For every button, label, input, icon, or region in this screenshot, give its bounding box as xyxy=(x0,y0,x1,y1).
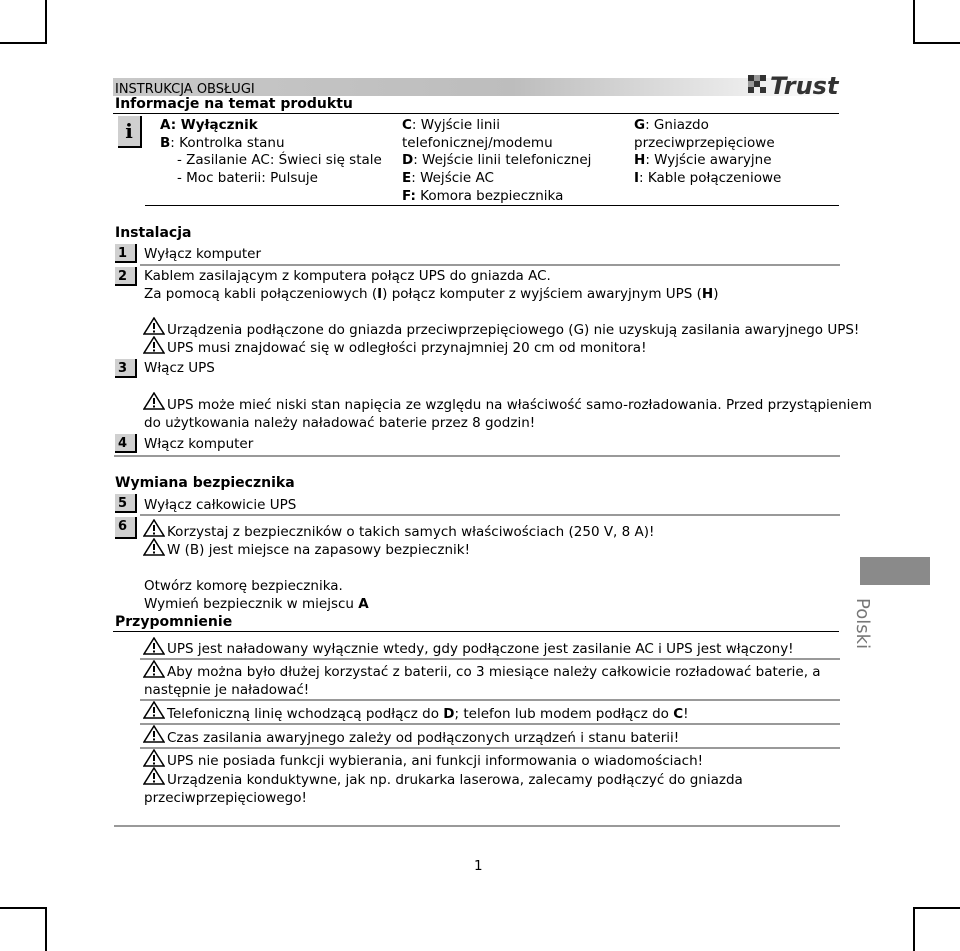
step-1-text: Wyłącz komputer xyxy=(144,246,262,262)
fuse-warning-2: W (B) jest miejsce na zapasowy bezpiecznik! xyxy=(167,542,470,558)
reminder-2a: Aby można było dłużej korzystać z baterii, co 3 miesiące należy całkowicie rozładować baterie, a xyxy=(167,664,821,680)
step-4-text: Włącz komputer xyxy=(144,436,254,452)
crop-mark xyxy=(0,907,47,909)
divider xyxy=(140,747,840,749)
svg-text:Trust: Trust xyxy=(770,72,839,98)
warning-icon xyxy=(143,767,165,785)
step-2-line2: Za pomocą kabli połączeniowych (I) połącz komputer z wyjściem awaryjnym UPS (H) xyxy=(144,286,719,302)
header-bar xyxy=(113,78,840,96)
install-heading: Instalacja xyxy=(115,225,192,241)
info-b-battery: - Moc baterii: Pulsuje xyxy=(177,170,318,186)
info-b: B: Kontrolka stanu xyxy=(160,135,285,151)
crop-mark xyxy=(913,907,960,909)
info-c: C: Wyjście linii xyxy=(402,117,500,133)
divider xyxy=(113,631,839,632)
step-5-text: Wyłącz całkowicie UPS xyxy=(144,497,297,513)
info-g-cont: przeciwprzepięciowe xyxy=(634,135,775,151)
trust-logo xyxy=(748,72,846,98)
warning-icon xyxy=(143,538,165,556)
warning-icon xyxy=(143,660,165,678)
reminder-6a: Urządzenia konduktywne, jak np. drukarka laserowa, zalecamy podłączyć do gniazda xyxy=(167,772,743,788)
divider xyxy=(140,514,840,516)
info-a: A: Wyłącznik xyxy=(160,117,258,133)
divider xyxy=(113,113,839,114)
warning-icon xyxy=(143,317,165,335)
divider xyxy=(140,723,840,725)
divider xyxy=(145,205,839,206)
reminder-3: Telefoniczną linię wchodzącą podłącz do D; telefon lub modem podłącz do C! xyxy=(167,706,689,722)
step-3-text: Włącz UPS xyxy=(144,360,215,376)
warning-icon xyxy=(143,336,165,354)
install-warning-3a: UPS może mieć niski stan napięcia ze względu na właściwość samo-rozładowania. Przed przystąpieniem xyxy=(167,397,872,413)
warning-icon xyxy=(143,392,165,410)
install-warning-3b: do użytkowania należy naładować baterie przez 8 godzin! xyxy=(144,415,536,431)
fuse-line-2: Wymień bezpiecznik w miejscu A xyxy=(144,596,369,612)
reminder-2b: następnie je naładować! xyxy=(144,682,310,698)
crop-mark xyxy=(45,0,47,44)
remind-heading: Przypomnienie xyxy=(115,614,233,630)
divider xyxy=(114,455,840,457)
divider xyxy=(140,264,840,266)
divider xyxy=(140,658,840,660)
info-h: H: Wyjście awaryjne xyxy=(634,152,772,168)
header-title: INSTRUKCJA OBSŁUGI xyxy=(115,82,255,97)
install-warning-2: UPS musi znajdować się w odległości przynajmniej 20 cm od monitora! xyxy=(167,340,647,356)
info-g: G: Gniazdo xyxy=(634,117,709,133)
info-c-cont: telefonicznej/modemu xyxy=(402,135,553,151)
warning-icon xyxy=(143,725,165,743)
info-i: I: Kable połączeniowe xyxy=(634,170,782,186)
warning-icon xyxy=(143,637,165,655)
side-tab xyxy=(860,557,930,585)
crop-mark xyxy=(913,907,915,951)
step-3-badge: 3 xyxy=(115,359,137,378)
info-icon: i xyxy=(118,116,142,148)
step-1-badge: 1 xyxy=(115,244,137,263)
warning-icon xyxy=(143,749,165,767)
language-label: Polski xyxy=(852,598,873,650)
reminder-4: Czas zasilania awaryjnego zależy od podłączonych urządzeń i stanu baterii! xyxy=(167,730,680,746)
info-e: E: Wejście AC xyxy=(402,170,494,186)
reminder-5: UPS nie posiada funkcji wybierania, ani funkcji informowania o wiadomościach! xyxy=(167,753,704,769)
warning-icon xyxy=(143,519,165,537)
step-5-badge: 5 xyxy=(115,494,137,513)
step-6-badge: 6 xyxy=(115,517,137,539)
step-2-line1: Kablem zasilającym z komputera połącz UPS do gniazda AC. xyxy=(144,268,551,284)
divider xyxy=(114,825,840,827)
step-2-badge: 2 xyxy=(115,267,137,286)
fuse-heading: Wymiana bezpiecznika xyxy=(115,475,295,491)
crop-mark xyxy=(913,0,915,44)
crop-mark xyxy=(45,907,47,951)
reminder-1: UPS jest naładowany wyłącznie wtedy, gdy podłączone jest zasilanie AC i UPS jest włączony! xyxy=(167,641,794,657)
divider xyxy=(140,699,840,701)
reminder-6b: przeciwprzepięciowego! xyxy=(144,790,307,806)
fuse-line-1: Otwórz komorę bezpiecznika. xyxy=(144,578,343,594)
crop-mark xyxy=(913,42,960,44)
install-warning-1: Urządzenia podłączone do gniazda przeciwprzepięciowego (G) nie uzyskują zasilania awaryjnego UPS! xyxy=(167,322,860,338)
step-4-badge: 4 xyxy=(115,434,137,453)
info-d: D: Wejście linii telefonicznej xyxy=(402,152,592,168)
info-f: F: Komora bezpiecznika xyxy=(402,188,564,204)
fuse-warning-1: Korzystaj z bezpieczników o takich samych właściwościach (250 V, 8 A)! xyxy=(167,524,655,540)
warning-icon xyxy=(143,701,165,719)
info-b-ac: - Zasilanie AC: Świeci się stale xyxy=(177,152,382,168)
crop-mark xyxy=(0,42,47,44)
info-heading: Informacje na temat produktu xyxy=(115,96,353,112)
page-number: 1 xyxy=(474,858,483,874)
